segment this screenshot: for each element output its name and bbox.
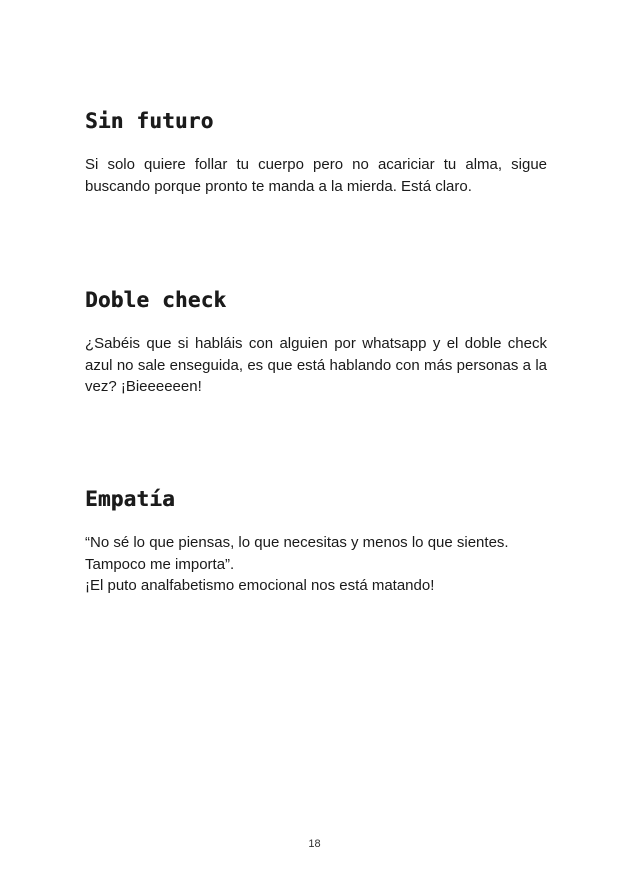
section-paragraph bbox=[85, 532, 547, 597]
section-sin-futuro bbox=[85, 108, 547, 197]
section-paragraph: ¿Sabéis que si habláis con alguien por whatsapp y el doble check azul no sale enseguida, es que está hablando con más personas a la vez? ¡Bieeeeeen! bbox=[85, 335, 547, 395]
page-number: 18 bbox=[308, 838, 321, 850]
quote-line: “No sé lo que piensas, lo que necesitas y menos lo que sientes. bbox=[85, 534, 509, 551]
section-doble-check bbox=[85, 287, 547, 398]
section-title: Sin futuro bbox=[85, 109, 214, 133]
closing-line: ¡El puto analfabetismo emocional nos está matando! bbox=[85, 577, 435, 594]
section-title: Empatía bbox=[85, 487, 175, 511]
section-title: Doble check bbox=[85, 288, 227, 312]
section-paragraph: Si solo quiere follar tu cuerpo pero no acariciar tu alma, sigue buscando porque pronto te manda a la mierda. Está claro. bbox=[85, 156, 547, 195]
section-empatia bbox=[85, 486, 547, 597]
quote-line: Tampoco me importa”. bbox=[85, 555, 235, 573]
